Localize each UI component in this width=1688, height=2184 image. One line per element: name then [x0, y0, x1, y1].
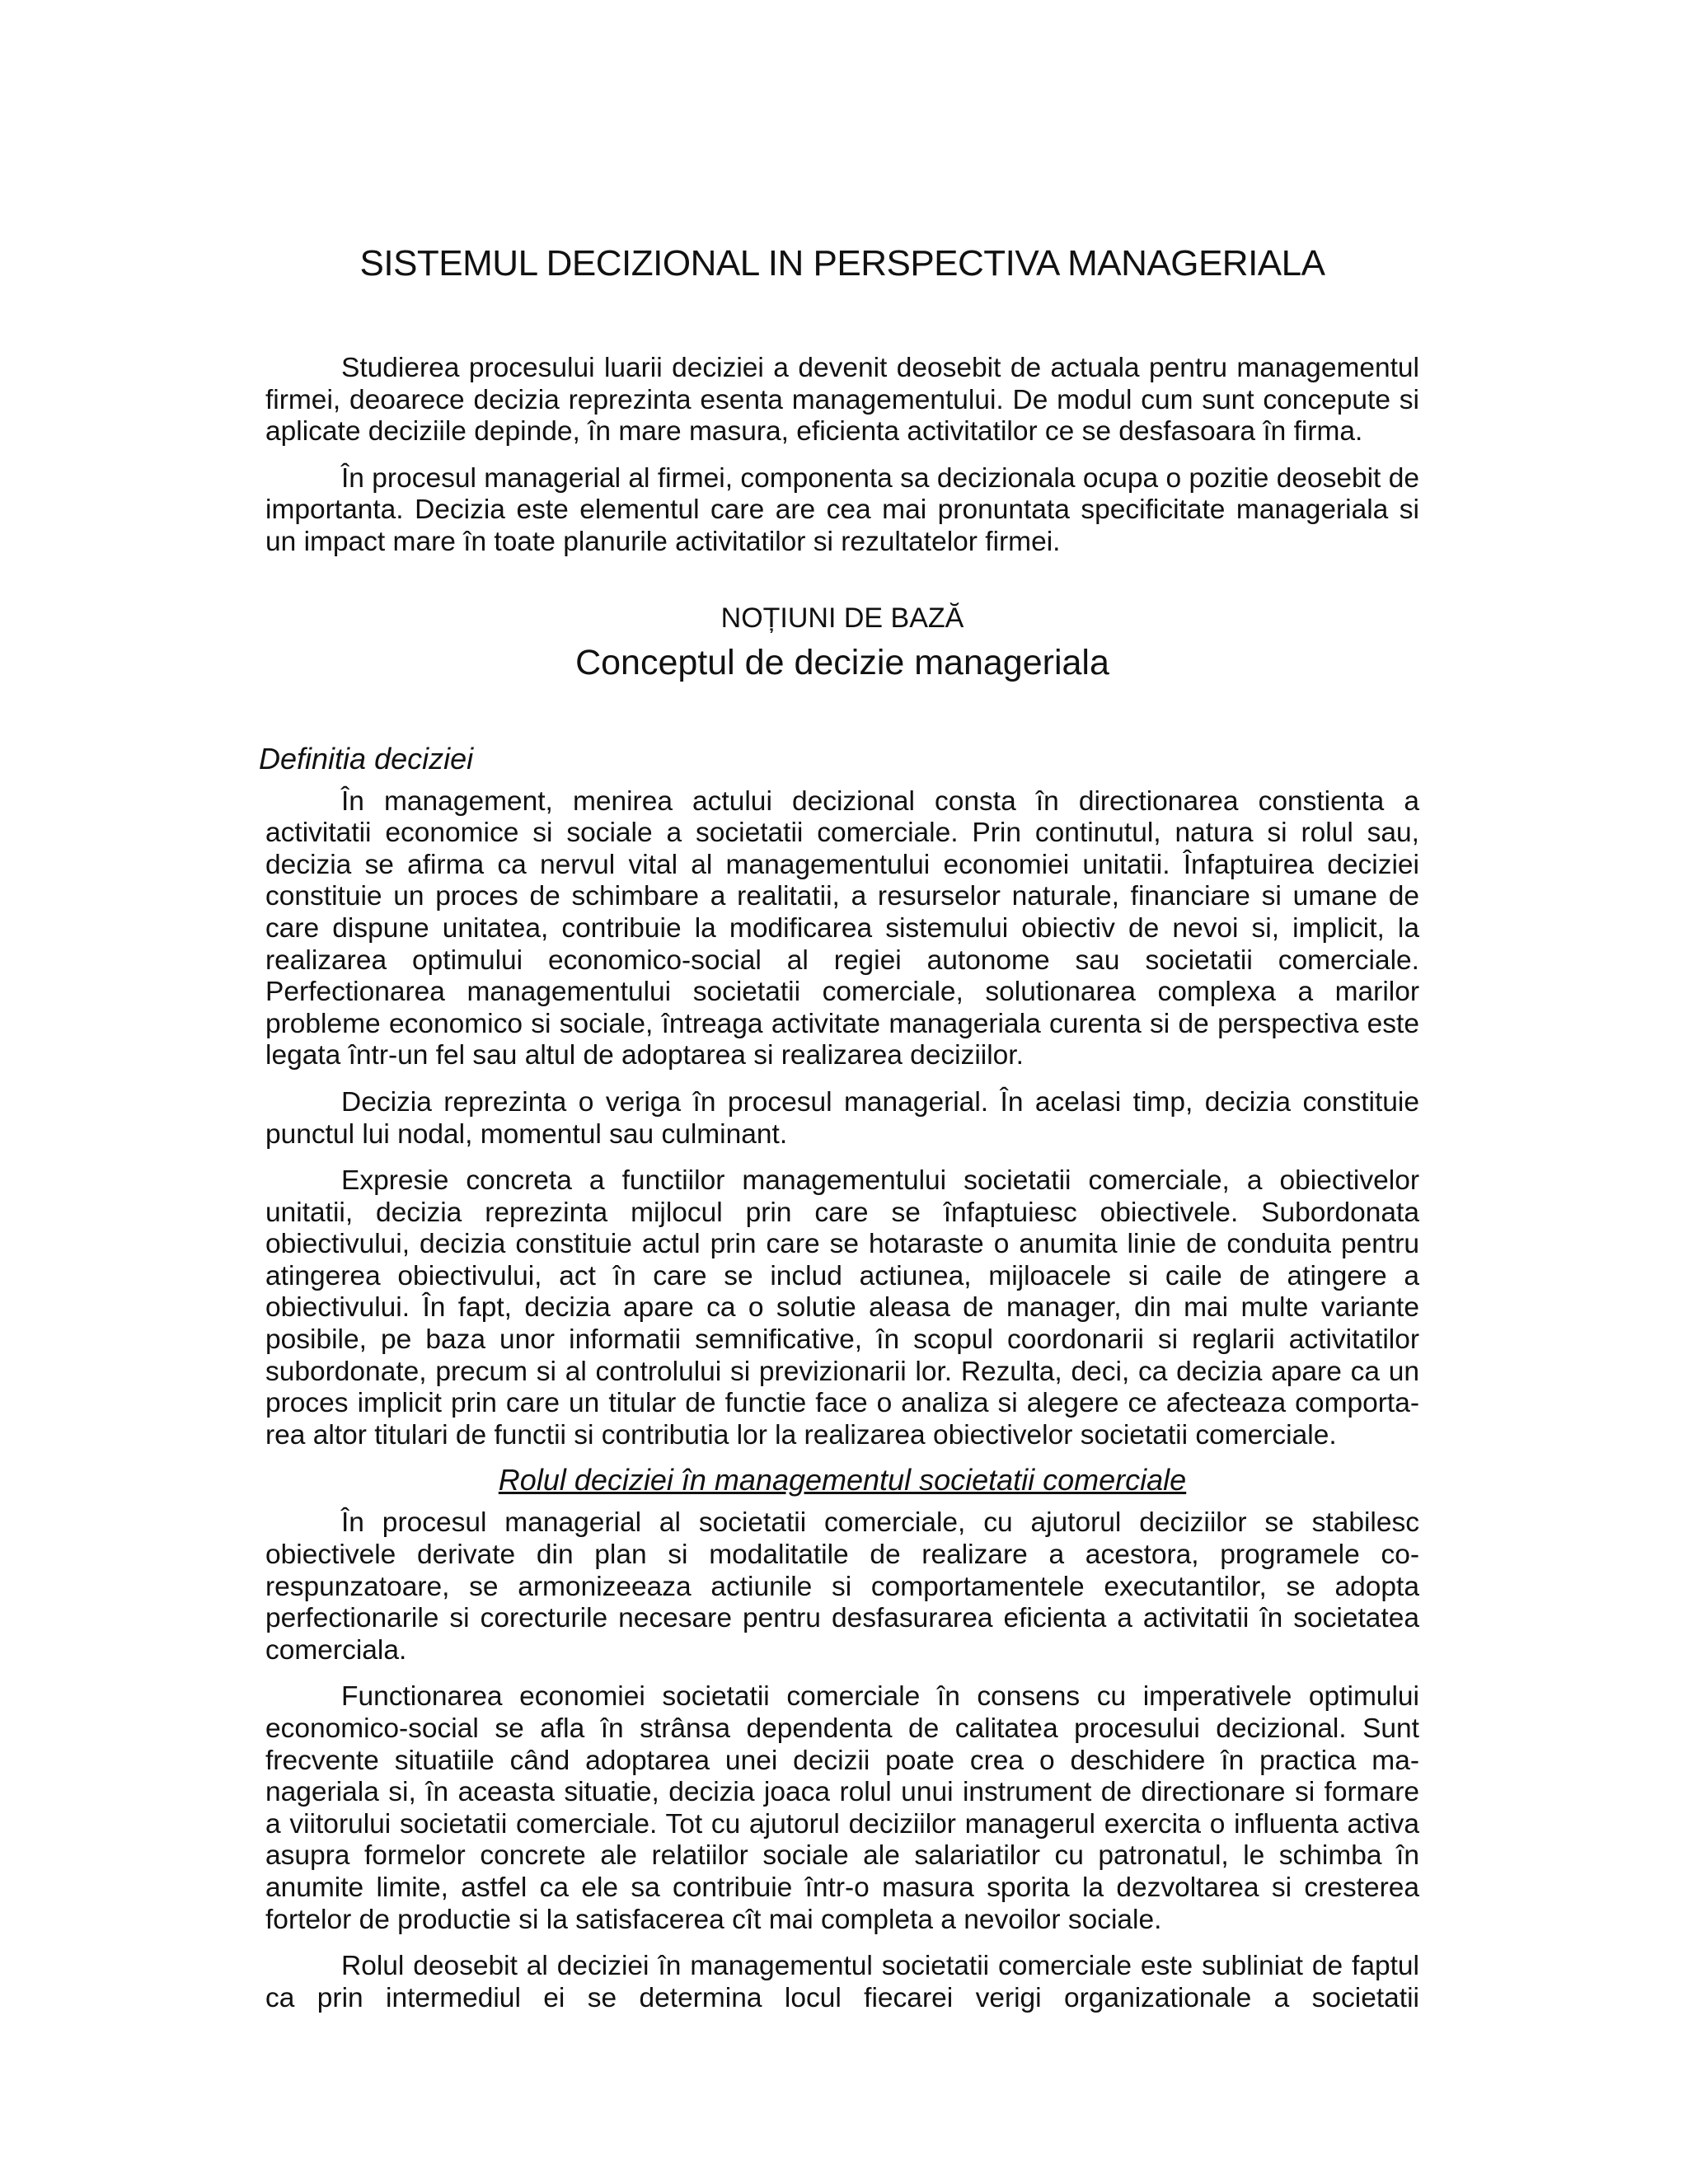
- definition-paragraph-1: În management, menirea actului decizional consta în directionarea constienta a activitatii economice si sociale a societatii comerciale. Prin continutul, natura si rolul sau, decizia se afirma ca nervul vital al managementului economiei unitatii. Înfaptuirea deciziei constituie un proces de schimbare a realitatii, a resurselor naturale, financiare si umane de care dispune unitatea, contribuie la modificarea sistemului obiectiv de nevoi si, implicit, la realizarea optimului economico-social al regiei autonome sau societatii comerciale. Perfectionarea managementului societatii comerciale, solutionarea complexa a marilor probleme economico si sociale, întreaga activitate manageriala curenta si de perspectiva este legata într-un fel sau altul de adoptarea si realizarea deciziilor.: [265, 785, 1419, 1071]
- definition-paragraph-3: Expresie concreta a functiilor managementului societatii comerciale, a obiectivelor unitatii, decizia reprezinta mijlocul prin care se înfaptuiesc obiectivele. Subordonata obiectivului, decizia constituie actul prin care se hotaraste o anumita linie de conduita pentru atingerea obiectivului, act în care se includ actiunea, mijloacele si caile de atingere a obiectivului. În fapt, decizia apare ca o solutie aleasa de manager, din mai multe variante posibile, pe baza unor informatii semnificative, în scopul coordonarii si reglarii activitatilor subordonate, precum si al controlului si previzionarii lor. Rezulta, deci, ca decizia apare ca un proces implicit prin care un titular de functie face o analiza si alegere ce afecteaza comporta-rea altor titulari de functii si contributia lor la realizarea obiectivelor societatii comerciale.: [265, 1165, 1419, 1451]
- intro-paragraph-1: Studierea procesului luarii deciziei a devenit deosebit de actuala pentru managementul firmei, deoarece decizia reprezinta esenta managementului. De modul cum sunt concepute si aplicate deciziile depinde, în mare masura, eficienta activitatilor ce se desfasoara în firma.: [265, 353, 1419, 448]
- definition-heading: Definitia deciziei: [259, 741, 474, 776]
- section-title: Conceptul de decizie manageriala: [575, 642, 1109, 682]
- document-body: [259, 239, 1419, 2014]
- definition-paragraph-2: Decizia reprezinta o veriga în procesul managerial. În acelasi timp, decizia constituie punctul lui nodal, momentul sau culminant.: [265, 1086, 1419, 1150]
- section-label: NOȚIUNI DE BAZĂ: [720, 602, 964, 634]
- role-paragraph-1: În procesul managerial al societatii comerciale, cu ajutorul deciziilor se stabilesc obiectivele derivate din plan si modalitatile de realizare a acestora, programele co-respunzatoare, se armonizeeaza actiunile si comportamentele executantilor, se adopta perfectionarile si corecturile necesare pentru desfasurarea eficienta a activitatii în societatea comerciala.: [265, 1507, 1419, 1666]
- role-paragraph-3: Rolul deosebit al deciziei în managementul societatii comerciale este subliniat de faptul ca prin intermediul ei se determina locul fiecarei verigi organizationale a societatii: [265, 1951, 1419, 2013]
- role-paragraph-2: Functionarea economiei societatii comerciale în consens cu imperativele optimului economico-social se afla în strânsa dependenta de calitatea procesului decizional. Sunt frecvente situatiile când adoptarea unei decizii poate crea o deschidere în practica ma-nageriala si, în aceasta situatie, decizia joaca rolul unui instrument de directionare si formare a viitorului societatii comerciale. Tot cu ajutorul deciziilor managerul exercita o influenta activa asupra formelor concrete ale relatiilor sociale ale salariatilor cu patronatul, le schimba în anumite limite, astfel ca ele sa contribuie într-o masura sporita la dezvoltarea si cresterea fortelor de productie si la satisfacerea cît mai completa a nevoilor sociale.: [265, 1681, 1419, 1935]
- intro-paragraph-2: În procesul managerial al firmei, componenta sa decizionala ocupa o pozitie deosebit de importanta. Decizia este elementul care are cea mai pronuntata specificitate manageriala si un impact mare în toate planurile activitatilor si rezultatelor firmei.: [265, 462, 1419, 557]
- document-title: SISTEMUL DECIZIONAL IN PERSPECTIVA MANAGERIALA: [359, 243, 1325, 284]
- role-heading: Rolul deciziei în managementul societatii comerciale: [498, 1463, 1187, 1497]
